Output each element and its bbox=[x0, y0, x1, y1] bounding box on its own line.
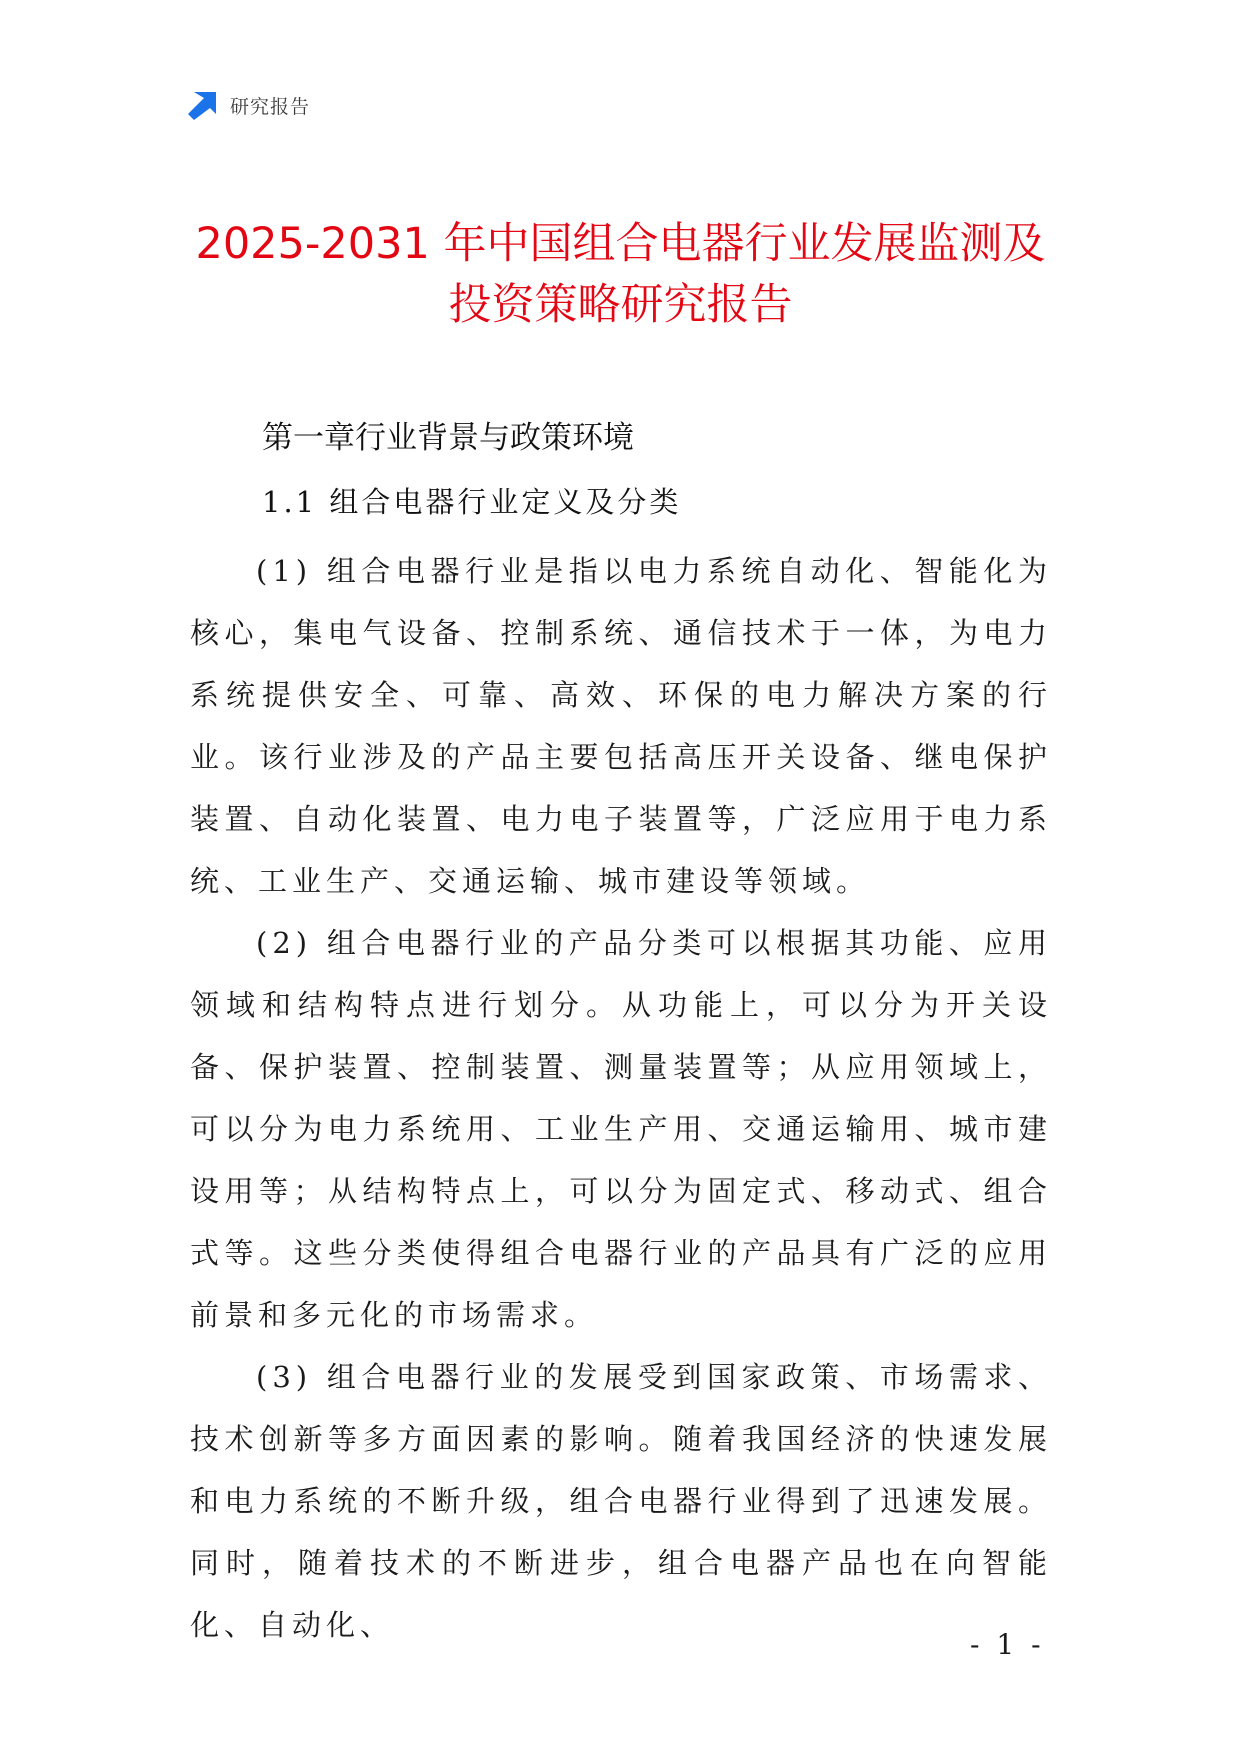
report-title-line-1: 2025-2031 年中国组合电器行业发展监测及 bbox=[195, 219, 1046, 269]
paragraph-2: (2) 组合电器行业的产品分类可以根据其功能、应用领域和结构特点进行划分。从功能上，可以分为开关设备、保护装置、控制装置、测量装置等；从应用领域上，可以分为电力系统用、工业生产用、交通运输用、城市建设用等；从结构特点上，可以分为固定式、移动式、组合式等。这些分类使得组合电器行业的产品具有广泛的应用前景和多元化的市场需求。 bbox=[190, 926, 1052, 1332]
paragraph-3: (3) 组合电器行业的发展受到国家政策、市场需求、技术创新等多方面因素的影响。随着我国经济的快速发展和电力系统的不断升级，组合电器行业得到了迅速发展。同时，随着技术的不断进步，组合电器产品也在向智能化、自动化、 bbox=[190, 1360, 1052, 1642]
page-number: - 1 - bbox=[970, 1628, 1045, 1661]
chapter-heading: 第一章行业背景与政策环境 bbox=[262, 420, 634, 456]
header-label: 研究报告 bbox=[230, 95, 311, 118]
arrow-up-right-icon bbox=[188, 90, 218, 120]
paragraph-1: (1) 组合电器行业是指以电力系统自动化、智能化为核心，集电气设备、控制系统、通信技术于一体，为电力系统提供安全、可靠、高效、环保的电力解决方案的行业。该行业涉及的产品主要包括高压开关设备、继电保护装置、自动化装置、电力电子装置等，广泛应用于电力系统、工业生产、交通运输、城市建设等领域。 bbox=[190, 554, 1052, 898]
body-text bbox=[190, 540, 1052, 1656]
report-title-line-2: 投资策略研究报告 bbox=[448, 280, 793, 330]
section-heading: 1.1 组合电器行业定义及分类 bbox=[262, 485, 682, 519]
report-title bbox=[150, 214, 1091, 336]
report-header bbox=[188, 88, 310, 122]
